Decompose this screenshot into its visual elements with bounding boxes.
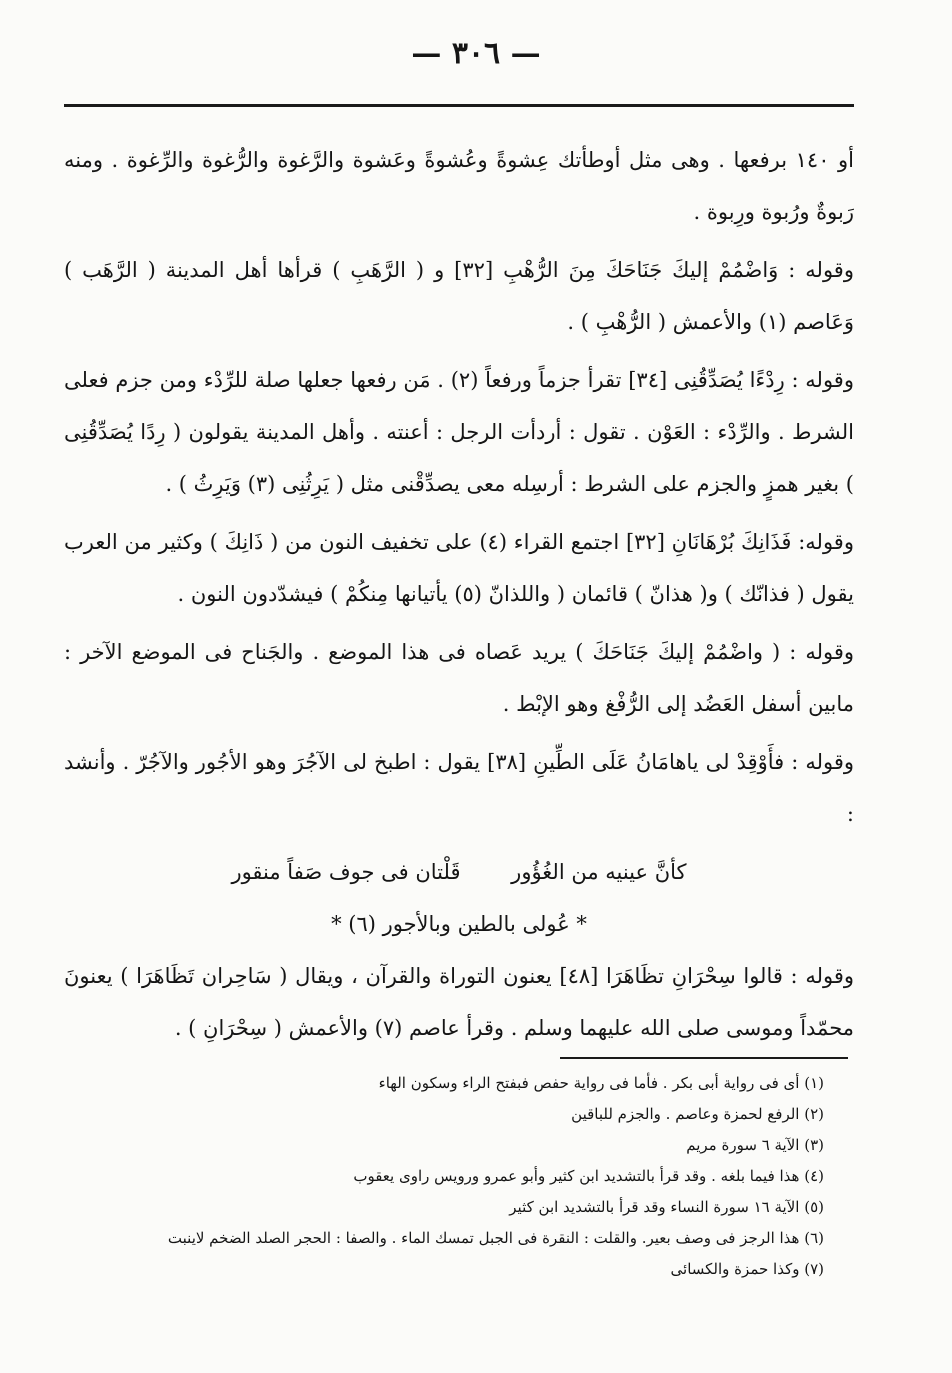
paragraph-1: أو ١٤٠ برفعها . وهى مثل أوطأتك عِشوةً وعُشوةً وعَشوة والرَّغوة والرُّغوة والرِّغوة . ومنه رَبوةٌ ورُبوة ورِبوة . xyxy=(64,148,854,224)
main-text xyxy=(64,134,854,1060)
footnote-5: (٥) الآية ١٦ سورة النساء وقد قرأ بالتشديد ابن كثير xyxy=(509,1198,824,1216)
page-number: — ٣٠٦ — xyxy=(411,36,541,71)
paragraph-7: وقوله : قالوا سِحْرَانِ تظَاهَرَا [٤٨] يعنون التوراة والقرآن ، ويقال ( سَاحِران تَظَاهَرَا ) يعنونَ محمّداً وموسى صلى الله عليهما وسلم . وقرأ عاصم (٧) والأعمش ( سِحْرَانِ ) . xyxy=(64,964,855,1040)
verse-second-hemistich: قَلْتان فى جوف صَفاً منقور xyxy=(231,860,461,884)
footnote-2: (٢) الرفع لحمزة وعاصم . والجزم للباقين xyxy=(571,1105,824,1123)
footnote-7: (٧) وكذا حمزة والكسائى xyxy=(670,1260,824,1278)
footnote-4: (٤) هذا فيما بلغه . وقد قرأ بالتشديد ابن كثير وأبو عمرو ورويس راوى يعقوب xyxy=(353,1167,824,1185)
paragraph-5: وقوله : ( واضْمُمْ إليكَ جَنَاحَكَ ) يريد عَصاه فى هذا الموضع . والجَناح فى الموضع الآخر : مابين أسفل العَضُد إلى الرُّفْغ وهو الإبْط . xyxy=(64,640,854,716)
verse-first-hemistich: كأنَّ عينيه من الغُؤُور xyxy=(511,860,687,884)
footnote-6: (٦) هذا الرجز فى وصف بعير. والقلت : النقرة فى الجبل تمسك الماء . والصفا : الحجر الصلد الضخم لاينبت xyxy=(167,1229,824,1247)
header-rule xyxy=(64,104,854,107)
footnote-rule xyxy=(560,1057,848,1059)
paragraph-3: وقوله : رِدْءًا يُصَدِّقُنِى [٣٤] تقرأ جزماً ورفعاً (٢) . مَن رفعها جعلها صلة للرِّدْء ومن جزم فعلى الشرط . والرِّدْء : العَوْن . تقول : أردأت الرجل : أعنته . وأهل المدينة يقولون ( رِدًا يُصَدِّقُنِى ) بغير همزٍ والجزم على الشرط : أرسِله معى يصدِّقْنى مثل ( يَرِثُنِى (٣) وَيَرِثُ ) . xyxy=(64,368,854,496)
footnote-3: (٣) الآية ٦ سورة مريم xyxy=(686,1136,824,1154)
footnote-1: (١) أى فى رواية أبى بكر . فأما فى رواية حفص فبفتح الراء وسكون الهاء xyxy=(378,1074,824,1092)
paragraph-6: وقوله : فأَوْقِدْ لى ياهامَانُ عَلَى الطِّينِ [٣٨] يقول : اطبخ لى الآجُرَ وهو الأجُور والآجُرّ . وأنشد : xyxy=(64,750,855,826)
paragraph-4: وقوله: فَذَانِكَ بُرْهَانَانِ [٣٢] اجتمع القراء (٤) على تخفيف النون من ( ذَانِكَ ) وكثير من العرب يقول ( فذانّك ) و( هذانّ ) قائمان ( واللذانّ (٥) يأتيانها مِنكُمْ ) فيشدّدون النون . xyxy=(64,530,854,606)
verse-line-2: * عُولى بالطين وبالأجور (٦) * xyxy=(331,912,587,936)
footnotes xyxy=(64,1068,824,1285)
verse-line-1 xyxy=(64,846,854,898)
paragraph-2: وقوله : وَاضْمُمْ إليكَ جَنَاحَكَ مِنَ الرُّهْبِ [٣٢] و ( الرَّهَبِ ) قرأها أهل المدينة ( الرَّهَب ) وَعَاصم (١) والأعمش ( الرُّهْبِ ) . xyxy=(64,258,854,334)
